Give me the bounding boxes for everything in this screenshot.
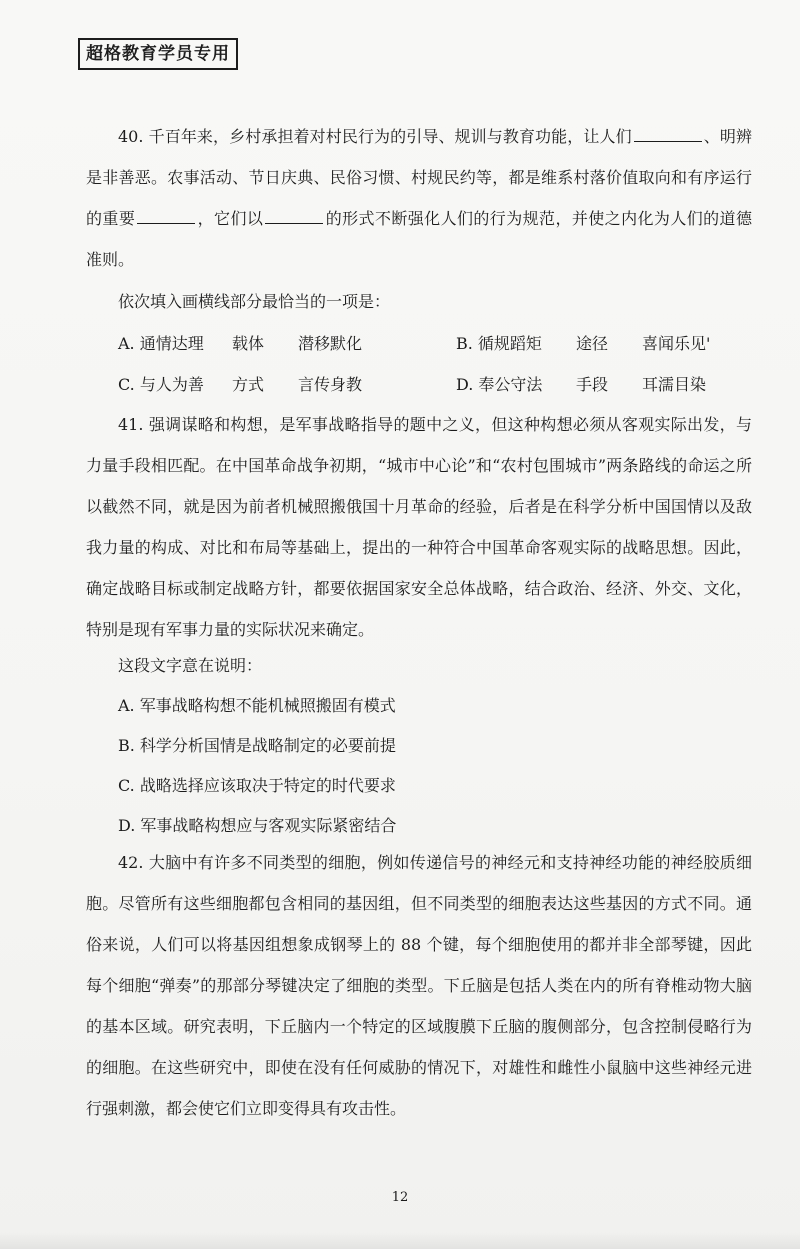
q40-option-d-word3: 耳濡目染 <box>642 375 707 394</box>
question-41-text: 41. 强调谋略和构想，是军事战略指导的题中之义，但这种构想必须从客观实际出发，与力量手段相匹配。在中国革命战争初期，“城市中心论”和“农村包围城市”两条路线的命运之所以截然不同，就是因为前者机械照搬俄国十月革命的经验，后者是在科学分析中国国情以及敌我力量的构成、对比和布局等基础上，提出的一种符合中国革命客观实际的战略思想。因此，确定战略目标或制定战略方针，都要依据国家安全总体战略，结合政治、经济、外交、文化，特别是现有军事力量的实际状况来确定。 <box>86 415 752 639</box>
q41-option-d[interactable]: D. 军事战略构想应与客观实际紧密结合 <box>118 816 397 835</box>
q40-blank-3 <box>265 207 323 224</box>
question-42-text: 42. 大脑中有许多不同类型的细胞，例如传递信号的神经元和支持神经功能的神经胶质细胞。尽管所有这些细胞都包含相同的基因组，但不同类型的细胞表达这些基因的方式不同。通俗来说，人们可以将基因组想象成钢琴上的 88 个键，每个细胞使用的都并非全部琴键，因此每个细胞“弹奏”的那部分琴键决定了细胞的类型。下丘脑是包括人类在内的所有脊椎动物大脑的基本区域。研究表明，下丘脑内一个特定的区域腹膜下丘脑的腹侧部分，包含控制侵略行为的细胞。在这些研究中，即使在没有任何威胁的情况下，对雄性和雌性小鼠脑中这些神经元进行强刺激，都会使它们立即变得具有攻击性。 <box>86 853 752 1118</box>
q40-option-b-word1: B. 循规蹈矩 <box>456 334 542 353</box>
q40-option-a-word2: 载体 <box>232 334 265 353</box>
q40-option-b-word2: 途径 <box>576 334 609 353</box>
scan-bottom-shadow <box>0 1232 800 1249</box>
q41-option-b[interactable]: B. 科学分析国情是战略制定的必要前提 <box>118 736 396 755</box>
q40-option-c-word2: 方式 <box>232 375 265 394</box>
q41-option-c[interactable]: C. 战略选择应该取决于特定的时代要求 <box>118 776 396 795</box>
q40-text-part1: 40. 千百年来，乡村承担着对村民行为的引导、规训与教育功能，让人们 <box>118 127 632 146</box>
question-40-prompt: 依次填入画横线部分最恰当的一项是： <box>118 292 391 311</box>
q40-option-c-word3: 言传身教 <box>298 375 363 394</box>
question-40-text <box>86 116 752 280</box>
q40-option-d-word1: D. 奉公守法 <box>456 375 543 394</box>
q40-blank-1 <box>634 125 702 142</box>
q40-option-d-word2: 手段 <box>576 375 609 394</box>
q41-option-a[interactable]: A. 军事战略构想不能机械照搬固有模式 <box>118 696 396 715</box>
student-only-stamp: 超格教育学员专用 <box>78 38 238 70</box>
q40-text-part4: 的形式不断强化人们的行为规范，并使之内化为人们的道德准则。 <box>86 209 752 269</box>
q40-option-a-word3: 潜移默化 <box>298 334 363 353</box>
q40-option-c-word1: C. 与人为善 <box>118 375 204 394</box>
q40-options-row-2 <box>118 373 758 397</box>
q40-option-a-word1: A. 通情达理 <box>118 334 204 353</box>
q40-blank-2 <box>137 207 195 224</box>
question-41-prompt: 这段文字意在说明： <box>118 656 263 675</box>
page-number: 12 <box>391 1190 409 1205</box>
q40-option-b-word3: 喜闻乐见' <box>642 334 711 353</box>
q40-text-part2: 、明辨是非善恶。农事活动、节日庆典、民俗习惯、村规民约等，都是维系村落价值取向和有序运行的重要 <box>86 127 752 228</box>
q40-text-part3: ，它们以 <box>197 209 264 228</box>
q40-options-row-1 <box>118 332 758 356</box>
